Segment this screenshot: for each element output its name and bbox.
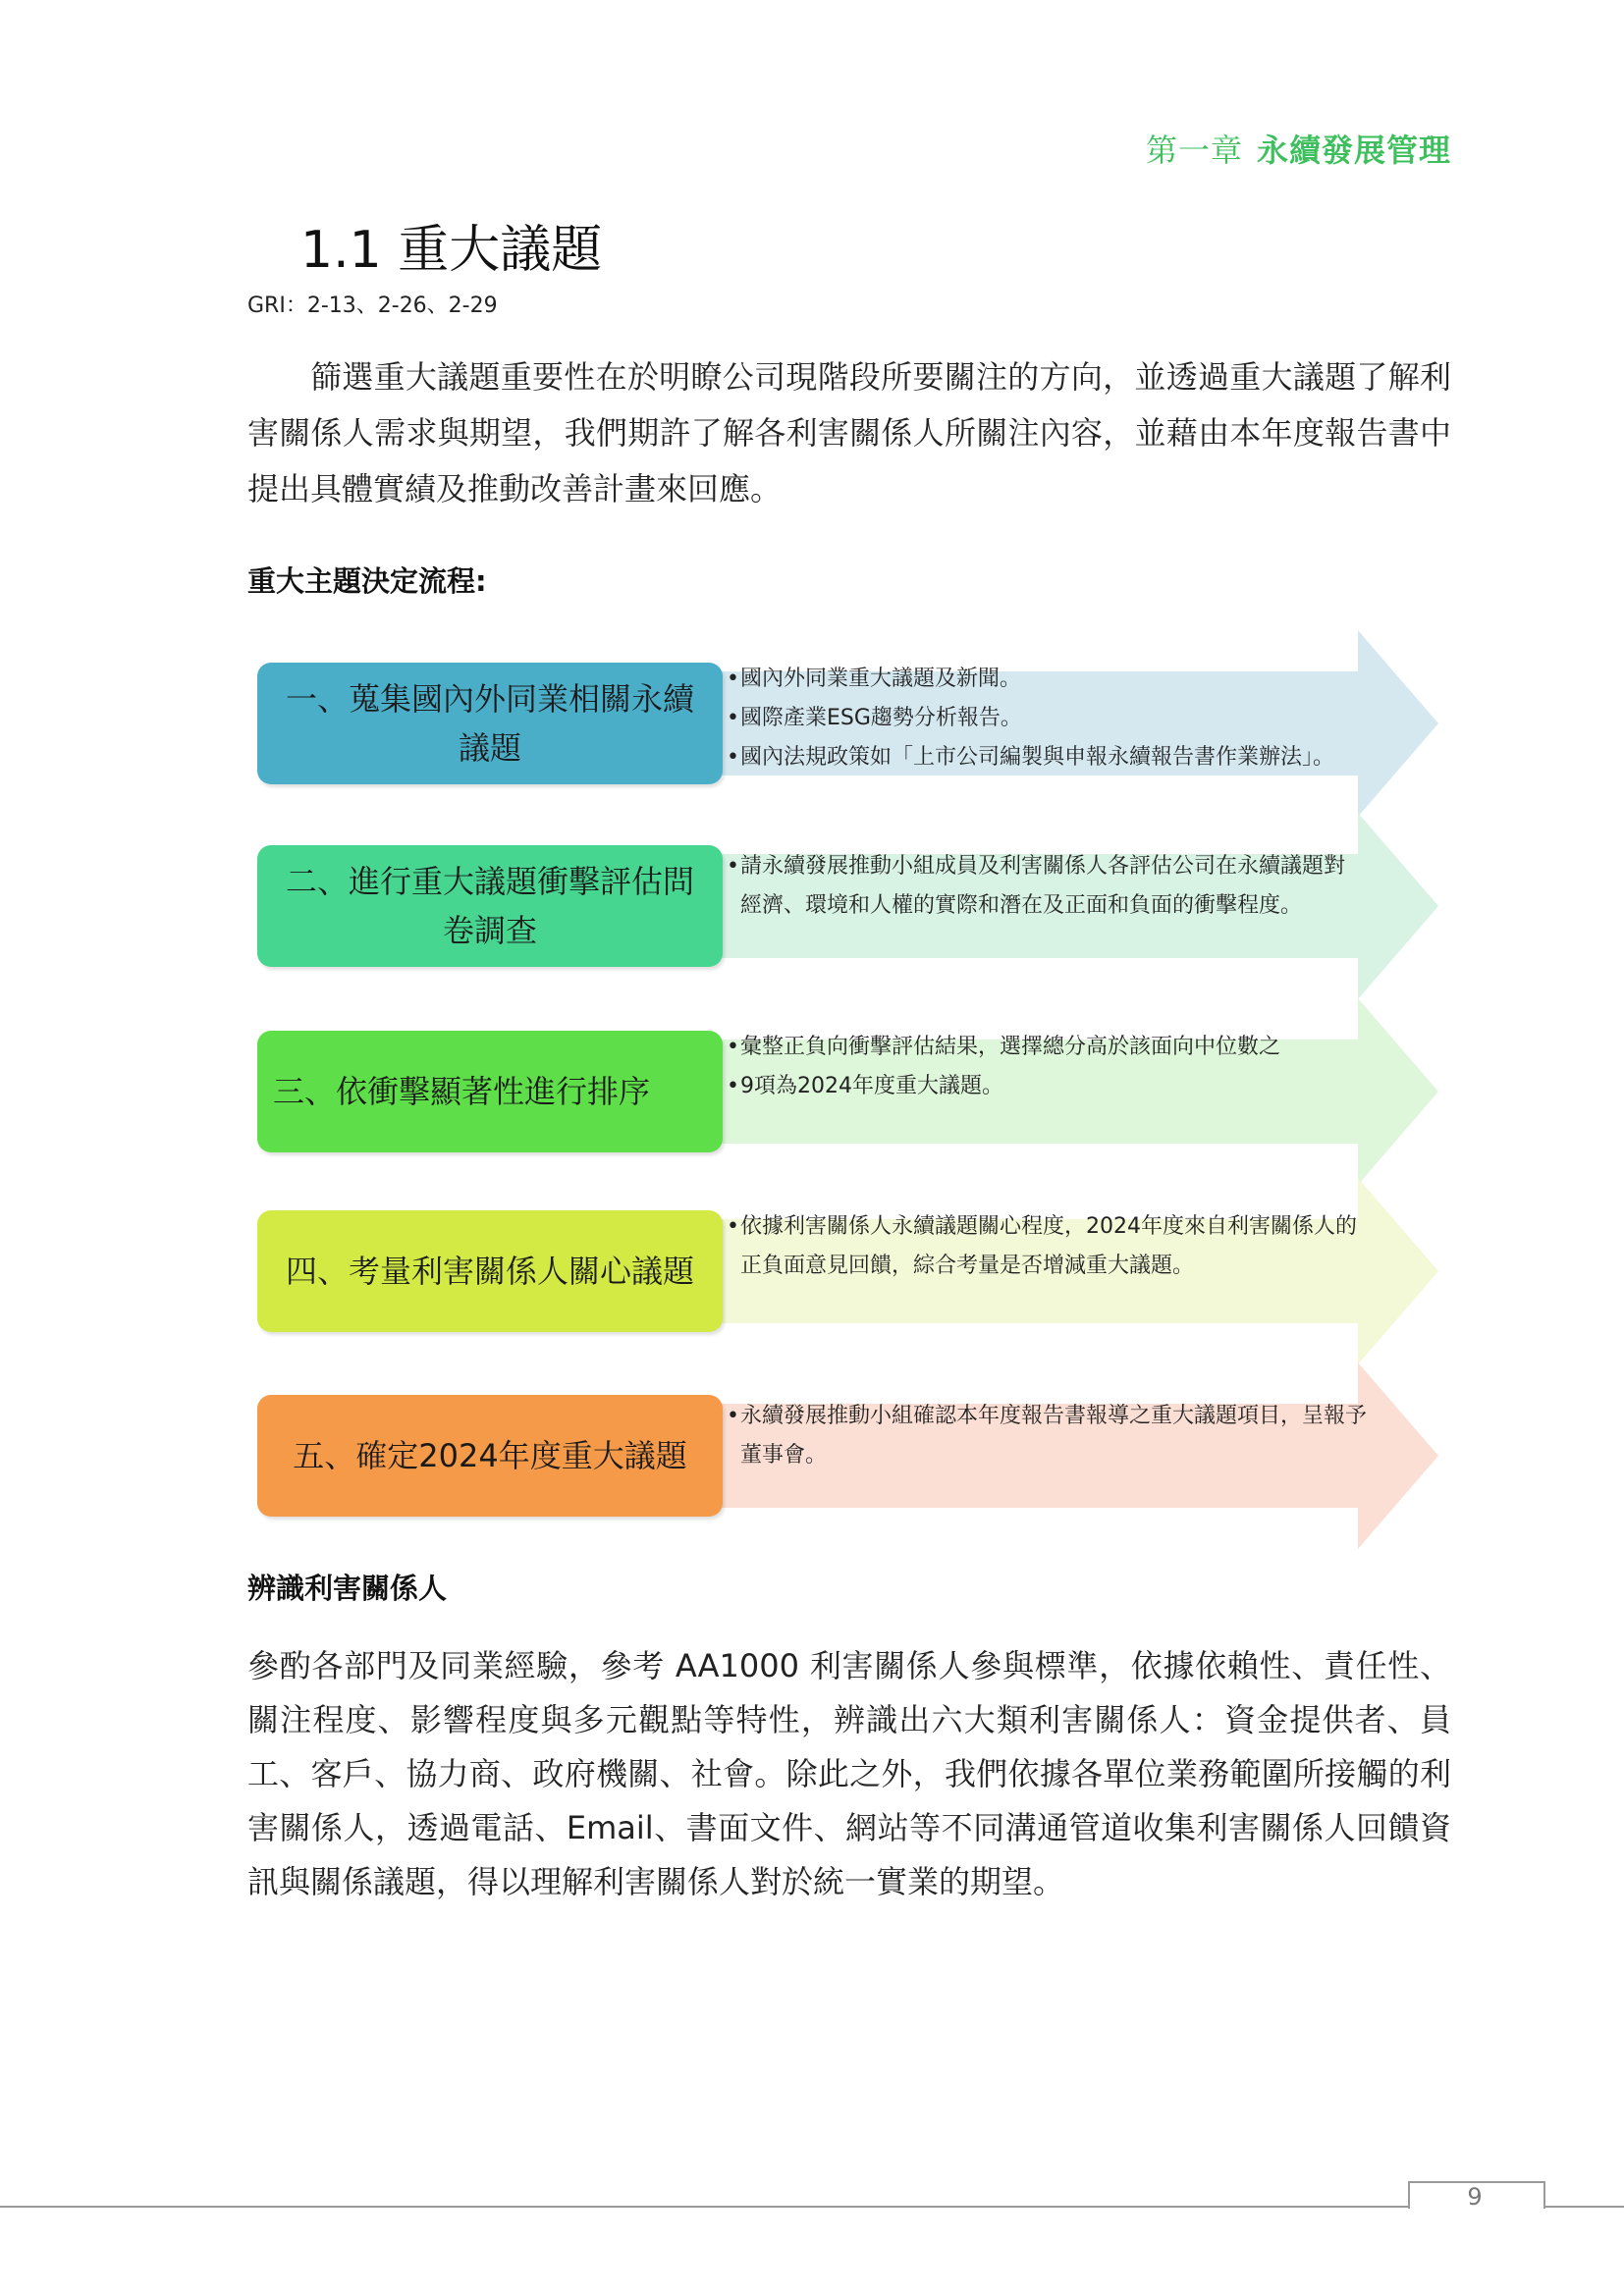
process-step-2 xyxy=(0,813,1624,999)
chapter-title: 永續發展管理 xyxy=(1256,132,1451,169)
step-title: 三、依衝擊顯著性進行排序 xyxy=(273,1073,651,1110)
step-title: 四、考量利害關係人關心議題 xyxy=(285,1253,694,1290)
intro-paragraph: 篩選重大議題重要性在於明瞭公司現階段所要關注的方向，並透過重大議題了解利害關係人需求與期望，我們期許了解各利害關係人所關注內容，並藉由本年度報告書中提出具體實績及推動改善計畫來回應。 xyxy=(247,358,1451,507)
step-box xyxy=(257,1210,723,1332)
process-step-3 xyxy=(0,998,1624,1185)
step-title: 五、確定2024年度重大議題 xyxy=(293,1437,687,1474)
step-bullet: • 國內法規政策如「上市公司編製與申報永續報告書作業辦法」。 xyxy=(727,738,1375,777)
step-bullet: • 永續發展推動小組確認本年度報告書報導之重大議題項目，呈報予董事會。 xyxy=(727,1397,1375,1475)
page-number: 9 xyxy=(1467,2183,1483,2211)
chapter-number: 第一章 xyxy=(1145,132,1243,169)
step-title: 一、蒐集國內外同業相關永續議題 xyxy=(285,680,694,767)
step-bullet: • 國際產業ESG趨勢分析報告。 xyxy=(727,699,1375,738)
section-title: 1.1 重大議題 xyxy=(300,221,603,280)
step-bullet: • 9項為2024年度重大議題。 xyxy=(727,1067,1375,1106)
process-step-5 xyxy=(0,1362,1624,1549)
footer-rule xyxy=(0,2206,1624,2208)
step-bullet: • 依據利害關係人永續議題關心程度，2024年度來自利害關係人的正負面意見回饋，綜合考量是否增減重大議題。 xyxy=(727,1207,1375,1286)
step-description xyxy=(727,1207,1375,1286)
step-bullet: • 彙整正負向衝擊評估結果，選擇總分高於該面向中位數之 xyxy=(727,1028,1375,1067)
process-step-4 xyxy=(0,1178,1624,1364)
step-description xyxy=(727,1397,1375,1475)
step-box xyxy=(257,1031,723,1152)
stakeholder-heading: 辨識利害關係人 xyxy=(247,1572,448,1605)
stakeholder-paragraph: 參酌各部門及同業經驗，參考 AA1000 利害關係人參與標準，依據依賴性、責任性、關注程度、影響程度與多元觀點等特性，辨識出六大類利害關係人：資金提供者、員工、客戶、協力商、政府機關、社會。除此之外，我們依據各單位業務範圍所接觸的利害關係人，透過電話、Email、書面文件、網站等不同溝通管道收集利害關係人回饋資訊與關係議題，得以理解利害關係人對於統一實業的期望。 xyxy=(247,1647,1451,1900)
step-description xyxy=(727,660,1375,777)
chapter-header xyxy=(1146,126,1451,171)
step-title: 二、進行重大議題衝擊評估問卷調查 xyxy=(285,863,694,949)
step-box xyxy=(257,845,723,967)
step-box xyxy=(257,663,723,784)
step-bullet: • 請永續發展推動小組成員及利害關係人各評估公司在永續議題對經濟、環境和人權的實際和潛在及正面和負面的衝擊程度。 xyxy=(727,847,1365,926)
gri-reference: GRI：2-13、2-26、2-29 xyxy=(247,294,498,318)
process-heading: 重大主題決定流程: xyxy=(247,564,487,598)
step-box xyxy=(257,1395,723,1517)
process-step-1 xyxy=(0,630,1624,817)
step-bullet: • 國內外同業重大議題及新聞。 xyxy=(727,660,1375,699)
step-description xyxy=(727,1028,1375,1106)
step-description xyxy=(727,847,1365,926)
